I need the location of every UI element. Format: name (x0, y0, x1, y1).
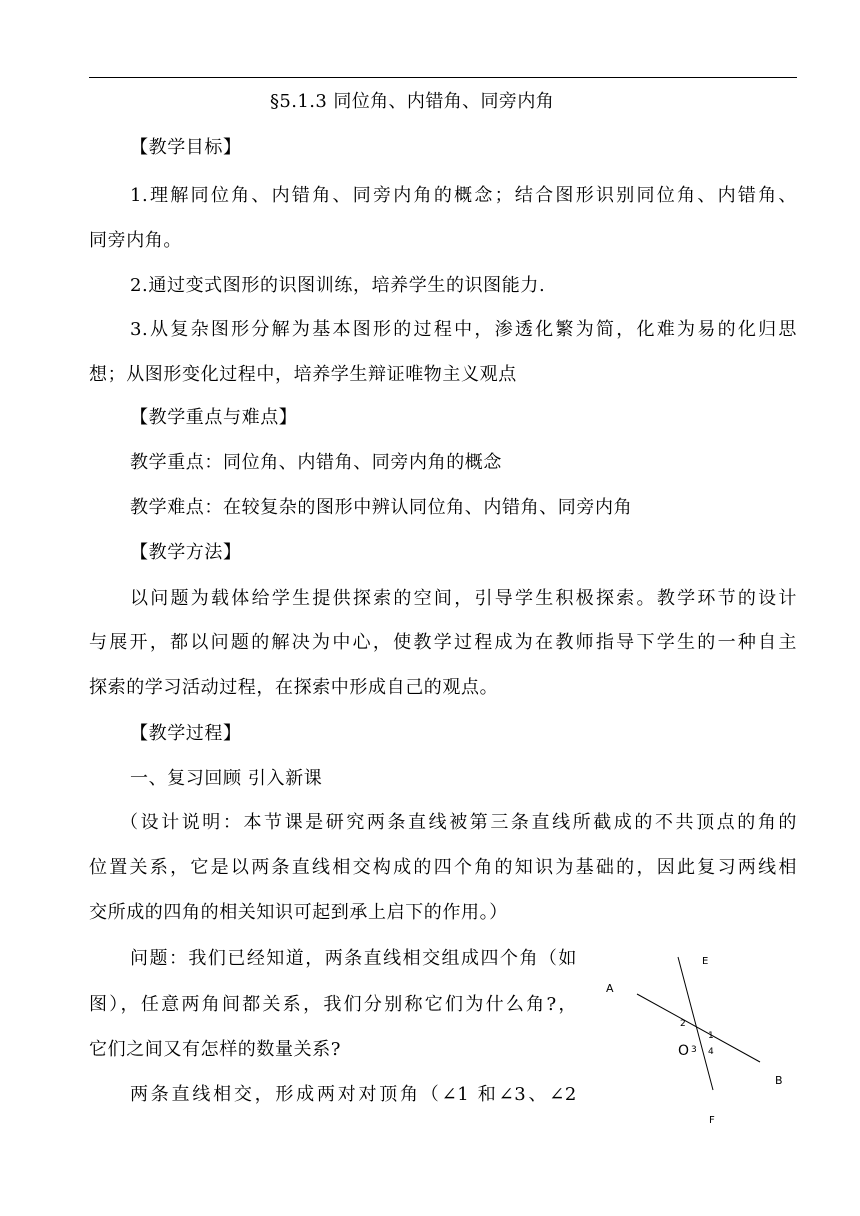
angle-4-label: 4 (708, 1047, 714, 1057)
question-line-1: 问题：我们已经知道，两条直线相交组成四个角（如 (130, 948, 577, 969)
method-line-2: 与展开，都以问题的解决为中心，使教学过程成为在教师指导下学生的一种自主 (89, 632, 797, 653)
objective-2: 2.通过变式图形的识图训练，培养学生的识图能力. (130, 275, 546, 296)
angle-1-label: 1 (708, 1031, 714, 1041)
key-point-text: 教学重点：同位角、内错角、同旁内角的概念 (130, 452, 502, 473)
answer-line-1: 两条直线相交，形成两对对顶角（∠1 和∠3、∠2 (130, 1084, 577, 1105)
question-line-3: 它们之间又有怎样的数量关系? (89, 1039, 342, 1060)
angle-3-label: 3 (691, 1045, 697, 1055)
method-line-1: 以问题为载体给学生提供探索的空间，引导学生积极探索。教学环节的设计 (130, 588, 797, 609)
header-rule (89, 77, 797, 78)
design-note-line-3: 交所成的四角的相关知识可起到承上启下的作用。） (89, 902, 508, 923)
part-1-heading: 一、复习回顾 引入新课 (130, 768, 323, 789)
process-heading: 【教学过程】 (130, 723, 242, 744)
label-b: B (775, 1074, 783, 1087)
angle-2-label: 2 (680, 1019, 686, 1029)
question-line-2: 图），任意两角间都关系，我们分别称它们为什么角?， (89, 994, 577, 1015)
method-line-3: 探索的学习活动过程，在探索中形成自己的观点。 (89, 677, 499, 698)
objective-3-line-1: 3.从复杂图形分解为基本图形的过程中，渗透化繁为简，化难为易的化归思 (130, 319, 797, 340)
key-difficulty-heading: 【教学重点与难点】 (130, 407, 298, 428)
design-note-line-2: 位置关系，它是以两条直线相交构成的四个角的知识为基础的，因此复习两线相 (89, 857, 797, 878)
intersecting-lines-figure (590, 940, 810, 1140)
line-ab (637, 994, 760, 1062)
label-o: O (678, 1043, 690, 1059)
label-a: A (606, 982, 614, 995)
objective-3-line-2: 想；从图形变化过程中，培养学生辩证唯物主义观点 (89, 364, 517, 385)
page-title: §5.1.3 同位角、内错角、同旁内角 (270, 91, 555, 112)
difficulty-text: 教学难点：在较复杂的图形中辨认同位角、内错角、同旁内角 (130, 497, 633, 518)
method-heading: 【教学方法】 (130, 542, 242, 563)
label-f: F (709, 1115, 715, 1126)
design-note-line-1: （设计说明：本节课是研究两条直线被第三条直线所截成的不共顶点的角的 (120, 812, 797, 833)
objectives-heading: 【教学目标】 (130, 137, 242, 158)
objective-1-line-2: 同旁内角。 (89, 230, 182, 251)
label-e: E (702, 956, 709, 967)
objective-1-line-1: 1.理解同位角、内错角、同旁内角的概念；结合图形识别同位角、内错角、 (130, 185, 797, 206)
